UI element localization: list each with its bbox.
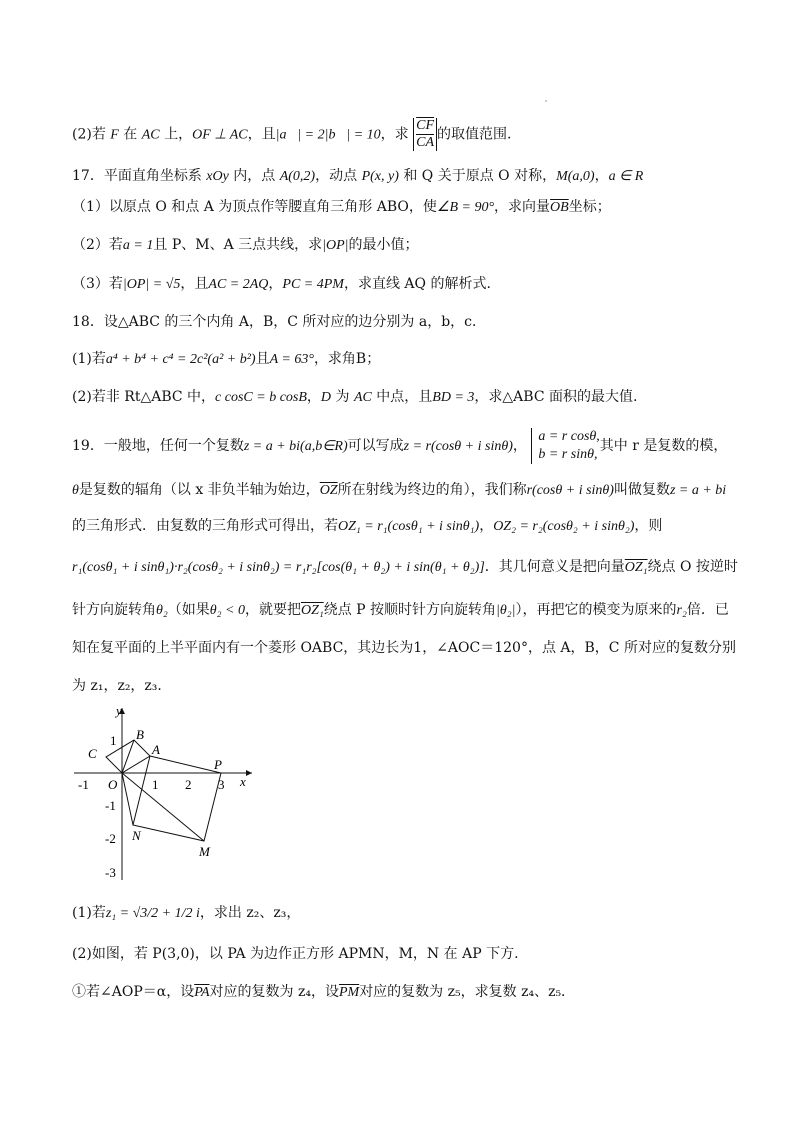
q17-part1 — [72, 197, 611, 218]
text: 的取值范围. — [437, 126, 512, 143]
math-rtrig: r(cosθ + i sinθ) — [526, 483, 614, 498]
text: （1）以原点 O 和点 A 为顶点作等腰直角三角形 ABO，使 — [72, 199, 437, 215]
q19-part1 — [72, 903, 300, 924]
text: (1)若 — [72, 905, 106, 921]
text: （2）若 — [72, 237, 123, 253]
q19-line1 — [72, 428, 727, 464]
math-ztrig: z = r(cosθ + i sinθ) — [403, 439, 513, 454]
text: 对应的复数为 z₄，设 — [209, 984, 339, 1000]
text: 19．一般地，任何一个复数 — [72, 438, 244, 454]
math-AC: AC — [353, 390, 372, 405]
math-z: z = a + bi(a,b∈R) — [243, 439, 348, 454]
text: (2)如图，若 P(3,0)，以 PA 为边作正方形 APMN，M，N 在 AP 下方. — [72, 946, 519, 962]
text: 17．平面直角坐标系 — [72, 168, 207, 184]
text: 是复数的辐角（以 x 非负半轴为始边， — [78, 482, 320, 498]
text: 坐标； — [568, 199, 611, 215]
math-OB: $\overline{OB}$ — [550, 200, 569, 215]
math-AC2AQ: AC = 2AQ — [208, 277, 269, 292]
text: 知在复平面的上半平面内有一个菱形 OABC，其边长为1，∠AOC＝120°，点 A，B，C 所对应的复数分别 — [72, 640, 736, 656]
complex-plane-figure — [72, 700, 272, 885]
math-OP: |OP| — [322, 238, 349, 253]
q18-intro — [72, 312, 486, 332]
text: 的最小值； — [348, 237, 419, 253]
math-A: A(0,2) — [279, 169, 316, 184]
text: ①若∠AOP＝α，设 — [72, 984, 195, 1000]
math-OZ1: OZ₁ = r₁(cosθ₁ + i sinθ₁) — [338, 519, 480, 534]
text: （3）若 — [72, 276, 123, 292]
system-brace — [531, 428, 599, 464]
q19-line5 — [72, 600, 729, 621]
math-PC4PM: PC = 4PM — [282, 277, 344, 292]
math-OZ1v: OZ₁ — [624, 560, 648, 575]
math-ab: |a⃗| = 2|b⃗| = 10 — [275, 127, 381, 143]
math-PM: $\overline{PM}$ — [338, 985, 360, 1000]
tick-label: 1 — [110, 733, 117, 748]
origin-label: O — [108, 777, 118, 792]
segment — [122, 740, 134, 773]
math-eq18: a⁴ + b⁴ + c⁴ = 2c²(a² + b²) — [105, 352, 256, 367]
text: ，且 — [247, 126, 276, 143]
y-axis-label: y — [116, 703, 122, 718]
text: ，求角B； — [313, 351, 381, 367]
text: 针方向旋转角 — [72, 602, 156, 618]
point-label-A: A — [152, 742, 160, 757]
math-theta2: θ₂ — [156, 603, 168, 618]
q18-part1 — [72, 349, 380, 370]
text: ），再把它的模变为原来的 — [515, 602, 677, 618]
text: ，则 — [634, 518, 663, 534]
math-r2: r₂ — [676, 603, 687, 618]
math-B90: ∠B = 90° — [436, 200, 495, 215]
tick-label: 3 — [218, 777, 225, 792]
q19-line4 — [72, 557, 738, 578]
text: 其中 r 是复数的模， — [599, 438, 728, 454]
math-D: D — [320, 390, 332, 405]
math-OZ1v: OZ₁ — [300, 603, 324, 618]
math-P: P(x, y) — [361, 169, 399, 184]
text: 绕点 P 按顺时针方向旋转角 — [323, 602, 497, 618]
text: 对应的复数为 z₅，求复数 z₄、z₅． — [359, 984, 576, 1000]
text: 倍．已 — [686, 602, 729, 618]
q19-line7 — [72, 676, 171, 696]
tick-label: -1 — [105, 798, 116, 813]
math-aR: a ∈ R — [608, 169, 644, 184]
x-axis-label: x — [240, 774, 246, 789]
math-absth2: |θ₂| — [496, 603, 516, 618]
math-sys1: a = r cosθ, — [538, 429, 600, 444]
text: ，求向量 — [494, 199, 551, 215]
tick-label: -2 — [105, 831, 116, 846]
text: ，求直线 AQ 的解析式. — [343, 276, 491, 292]
q17-intro — [72, 166, 643, 187]
q17-part3 — [72, 274, 491, 295]
text: 18．设△ABC 的三个内角 A，B，C 所对应的边分别为 a，b，c． — [72, 314, 487, 330]
text: ，求△ABC 面积的最大值. — [474, 389, 638, 405]
math-z1: z₁ = √3/2 + 1/2 i — [105, 906, 200, 921]
text: ．其几何意义是把向量 — [484, 559, 625, 575]
math-a1: a = 1 — [122, 238, 154, 253]
text: (2)若 — [72, 126, 111, 143]
q19-line6 — [72, 638, 736, 658]
text: ， — [268, 276, 283, 292]
text: ，求出 z₂、z₃， — [199, 905, 301, 921]
scan-speck — [545, 100, 547, 102]
text: 上， — [159, 126, 193, 143]
math-BD: BD = 3 — [432, 390, 475, 405]
math-M: M(a,0) — [556, 169, 595, 184]
math-F: F — [110, 127, 119, 143]
math-zab: z = a + bi — [669, 483, 727, 498]
tick-label: 1 — [152, 777, 159, 792]
square-APMN — [133, 756, 221, 841]
math-ccos: c cosC = b cosB — [215, 390, 307, 405]
point-label-C: C — [88, 746, 97, 761]
text: 且 — [255, 351, 270, 367]
text: ，就要把 — [244, 602, 301, 618]
text: （如果 — [167, 602, 210, 618]
text: 内，点 — [228, 168, 280, 184]
text: ， — [512, 438, 527, 454]
q17-part2 — [72, 235, 419, 256]
text: 为 — [331, 389, 354, 405]
tick-label: 2 — [185, 777, 192, 792]
text: 叫做复数 — [613, 482, 670, 498]
point-label-M: M — [199, 844, 210, 859]
math-xOy: xOy — [206, 169, 229, 184]
text: 在 — [118, 126, 142, 143]
text: 为 z₁，z₂，z₃． — [72, 678, 172, 694]
q19-part3 — [72, 982, 575, 1003]
math-AC: AC — [141, 127, 160, 143]
text: ，动点 — [315, 168, 362, 184]
text: (2)若非 Rt△ABC 中， — [72, 389, 216, 405]
text: ，求 — [380, 126, 409, 143]
math-perp: OF ⊥ AC — [192, 127, 248, 143]
text: ，且 — [180, 276, 209, 292]
text: ， — [594, 168, 609, 184]
q19-part2 — [72, 944, 519, 964]
math-OZ: $\overline{OZ}$ — [319, 483, 338, 498]
text: 和 Q 关于原点 O 对称， — [398, 168, 557, 184]
text: (1)若 — [72, 351, 106, 367]
point-label-B: B — [136, 727, 144, 742]
fraction-abs — [413, 118, 437, 151]
math-PA: $\overline{PA}$ — [194, 985, 210, 1000]
text: ， — [479, 518, 494, 534]
text: 中点，且 — [371, 389, 433, 405]
text: 所在射线为终边的角），我们称 — [337, 482, 527, 498]
text: 可以写成 — [347, 438, 404, 454]
math-OPv: |OP| = √5 — [122, 277, 181, 292]
q19-line3 — [72, 516, 662, 537]
point-label-N: N — [132, 828, 141, 843]
math-theta: θ — [72, 483, 79, 498]
frac-den: CA — [416, 135, 435, 150]
math-sys2: b = r sinθ, — [538, 447, 598, 462]
tick-label: -3 — [105, 865, 116, 880]
fraction — [416, 118, 434, 151]
math-prod: r₁(cosθ₁ + i sinθ₁)·r₂(cosθ₂ + i sinθ₂) = r₁r₂[cos(θ₁ + θ₂) + i sin(θ₁ + θ₂)] — [72, 560, 485, 575]
math-th2neg: θ₂ < 0 — [209, 603, 245, 618]
text: 绕点 O 按逆时 — [647, 559, 738, 575]
text: ， — [306, 389, 321, 405]
point-label-P: P — [214, 757, 222, 772]
math-A63: A = 63° — [269, 352, 314, 367]
tick-label: -1 — [78, 777, 89, 792]
math-OZ2: OZ₂ = r₂(cosθ₂ + i sinθ₂) — [493, 519, 635, 534]
text: 的三角形式．由复数的三角形式可得出，若 — [72, 518, 338, 534]
text: 且 P、M、A 三点共线，求 — [153, 237, 323, 253]
q18-part2 — [72, 387, 637, 408]
q16-part2 — [72, 118, 511, 151]
q19-line2 — [72, 480, 726, 501]
frac-num: $\overline{CF}$ — [416, 118, 435, 133]
